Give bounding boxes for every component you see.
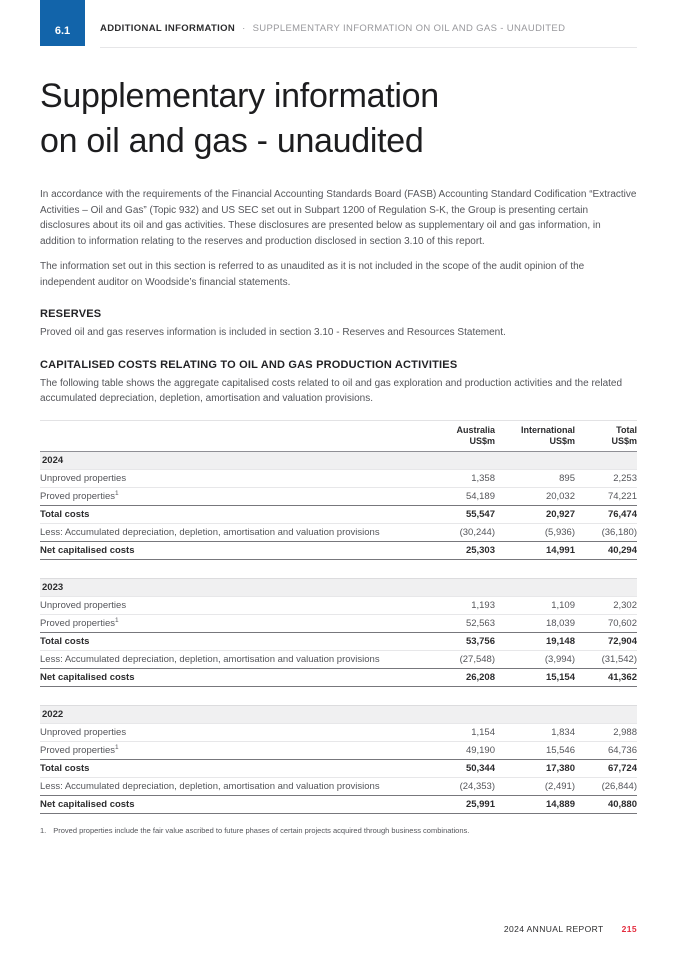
row-value: (26,844) bbox=[575, 777, 637, 795]
row-label: Proved properties$^1$ bbox=[40, 487, 417, 505]
table-row bbox=[40, 541, 637, 560]
breadcrumb-section: ADDITIONAL INFORMATION bbox=[100, 23, 236, 34]
row-value: 72,904 bbox=[575, 632, 637, 650]
year-label: 2024 bbox=[40, 452, 637, 469]
page-title-line1: Supplementary information bbox=[40, 77, 439, 115]
intro-paragraph-2: The information set out in this section is referred to as unaudited as it is not included in the scope of the audit opinion of the independent auditor on Woodside’s financial statements. bbox=[40, 261, 585, 288]
column-unit: US$m bbox=[611, 435, 637, 446]
table-row bbox=[40, 487, 637, 505]
reserves-heading: RESERVES bbox=[40, 308, 102, 320]
table-year-row bbox=[40, 578, 637, 596]
row-value: 1,358 bbox=[417, 469, 495, 487]
row-value: 49,190 bbox=[417, 741, 495, 759]
section-number-badge bbox=[40, 0, 85, 46]
table-row bbox=[40, 614, 637, 632]
table-row bbox=[40, 596, 637, 614]
row-value: 1,834 bbox=[495, 723, 575, 741]
row-value: (3,994) bbox=[495, 650, 575, 668]
row-value: 40,294 bbox=[575, 541, 637, 560]
row-value: (27,548) bbox=[417, 650, 495, 668]
row-value: 20,927 bbox=[495, 505, 575, 523]
row-value: 26,208 bbox=[417, 668, 495, 687]
row-value: 67,724 bbox=[575, 759, 637, 777]
row-value: (2,491) bbox=[495, 777, 575, 795]
table-row bbox=[40, 777, 637, 795]
column-unit: US$m bbox=[549, 435, 575, 446]
section-gap bbox=[40, 687, 637, 705]
row-value: (5,936) bbox=[495, 523, 575, 541]
page-footer bbox=[504, 924, 637, 934]
row-label: Less: Accumulated depreciation, depletion, amortisation and valuation provisions bbox=[40, 523, 417, 541]
row-label: Net capitalised costs bbox=[40, 668, 417, 687]
row-value: 15,154 bbox=[495, 668, 575, 687]
row-label: Less: Accumulated depreciation, depletion, amortisation and valuation provisions bbox=[40, 650, 417, 668]
row-value: (36,180) bbox=[575, 523, 637, 541]
page-content bbox=[40, 47, 637, 835]
table-row bbox=[40, 650, 637, 668]
table-row bbox=[40, 668, 637, 687]
row-value: 2,302 bbox=[575, 596, 637, 614]
row-value: 14,889 bbox=[495, 795, 575, 814]
costs-table-header-row bbox=[40, 421, 637, 452]
breadcrumb-separator: · bbox=[242, 23, 246, 34]
footnote-marker: 1. bbox=[40, 825, 47, 835]
row-label: Unproved properties bbox=[40, 723, 417, 741]
table-year-row bbox=[40, 705, 637, 723]
column-header-total bbox=[575, 421, 637, 452]
row-label: Total costs bbox=[40, 505, 417, 523]
column-header-empty bbox=[40, 421, 417, 452]
row-label: Unproved properties bbox=[40, 596, 417, 614]
year-label: 2023 bbox=[40, 578, 637, 596]
table-row bbox=[40, 741, 637, 759]
row-value: 1,154 bbox=[417, 723, 495, 741]
row-value: 14,991 bbox=[495, 541, 575, 560]
row-value: 1,109 bbox=[495, 596, 575, 614]
row-value: (31,542) bbox=[575, 650, 637, 668]
costs-table-body bbox=[40, 452, 637, 814]
row-label: Total costs bbox=[40, 632, 417, 650]
row-value: 17,380 bbox=[495, 759, 575, 777]
breadcrumb bbox=[100, 23, 565, 34]
row-value: 52,563 bbox=[417, 614, 495, 632]
row-value: 15,546 bbox=[495, 741, 575, 759]
row-value: 53,756 bbox=[417, 632, 495, 650]
row-value: 54,189 bbox=[417, 487, 495, 505]
table-row bbox=[40, 505, 637, 523]
reserves-body: Proved oil and gas reserves information is included in section 3.10 - Reserves and Resources Statement. bbox=[40, 327, 506, 338]
row-label: Net capitalised costs bbox=[40, 541, 417, 560]
intro-paragraph-1: In accordance with the requirements of the Financial Accounting Standards Board (FASB) Accounting Standard Codification “Extractive Activities – Oil and Gas” (Topic 932) and US SEC set out in Subpart 1200 of Regulation S-K, the Group is presenting certain disclosures about its oil and gas activities. These disclosures are presented below as supplementary oil and gas information, in addition to information relating to the reserves and production disclosed in section 3.10 of this report. bbox=[40, 189, 637, 247]
row-value: 50,344 bbox=[417, 759, 495, 777]
column-unit: US$m bbox=[469, 435, 495, 446]
table-year-row bbox=[40, 452, 637, 469]
column-label: Australia bbox=[456, 424, 495, 435]
page-number: 215 bbox=[621, 924, 637, 934]
row-label: Net capitalised costs bbox=[40, 795, 417, 814]
report-label: 2024 ANNUAL REPORT bbox=[503, 924, 604, 934]
column-label: International bbox=[520, 424, 575, 435]
capitalised-costs-body: The following table shows the aggregate capitalised costs related to oil and gas exploration and production activities and the related accumulated depreciation, depletion, amortisation and valuation provisions. bbox=[40, 377, 623, 404]
page-title-line2: on oil and gas - unaudited bbox=[40, 122, 424, 160]
table-row bbox=[40, 632, 637, 650]
row-value: 19,148 bbox=[495, 632, 575, 650]
section-number: 6.1 bbox=[54, 25, 71, 37]
row-value: 895 bbox=[495, 469, 575, 487]
section-gap bbox=[40, 560, 637, 578]
year-label: 2022 bbox=[40, 705, 637, 723]
table-row bbox=[40, 759, 637, 777]
breadcrumb-subsection: SUPPLEMENTARY INFORMATION ON OIL AND GAS - UNAUDITED bbox=[252, 23, 566, 34]
row-value: 25,303 bbox=[417, 541, 495, 560]
row-value: 2,253 bbox=[575, 469, 637, 487]
row-value: 18,039 bbox=[495, 614, 575, 632]
table-row bbox=[40, 795, 637, 814]
row-value: (24,353) bbox=[417, 777, 495, 795]
column-label: Total bbox=[616, 424, 637, 435]
column-header-international bbox=[495, 421, 575, 452]
row-label: Proved properties$^1$ bbox=[40, 741, 417, 759]
row-value: 70,602 bbox=[575, 614, 637, 632]
capitalised-costs-heading: CAPITALISED COSTS RELATING TO OIL AND GAS PRODUCTION ACTIVITIES bbox=[40, 358, 458, 371]
column-header-australia bbox=[417, 421, 495, 452]
table-row bbox=[40, 469, 637, 487]
row-value: 76,474 bbox=[575, 505, 637, 523]
footnote bbox=[40, 826, 637, 835]
row-value: 20,032 bbox=[495, 487, 575, 505]
page-title bbox=[40, 74, 637, 164]
row-value: 25,991 bbox=[417, 795, 495, 814]
row-value: 55,547 bbox=[417, 505, 495, 523]
row-value: 74,221 bbox=[575, 487, 637, 505]
row-label: Unproved properties bbox=[40, 469, 417, 487]
row-label: Proved properties$^1$ bbox=[40, 614, 417, 632]
capitalised-costs-table bbox=[40, 420, 637, 814]
row-value: (30,244) bbox=[417, 523, 495, 541]
costs-table-header bbox=[40, 421, 637, 452]
table-row bbox=[40, 723, 637, 741]
row-label: Total costs bbox=[40, 759, 417, 777]
row-value: 64,736 bbox=[575, 741, 637, 759]
row-value: 2,988 bbox=[575, 723, 637, 741]
row-label: Less: Accumulated depreciation, depletion, amortisation and valuation provisions bbox=[40, 777, 417, 795]
row-value: 1,193 bbox=[417, 596, 495, 614]
row-value: 41,362 bbox=[575, 668, 637, 687]
row-value: 40,880 bbox=[575, 795, 637, 814]
footnote-text: Proved properties include the fair value ascribed to future phases of certain projects acquired through business combinations. bbox=[53, 825, 470, 835]
table-row bbox=[40, 523, 637, 541]
